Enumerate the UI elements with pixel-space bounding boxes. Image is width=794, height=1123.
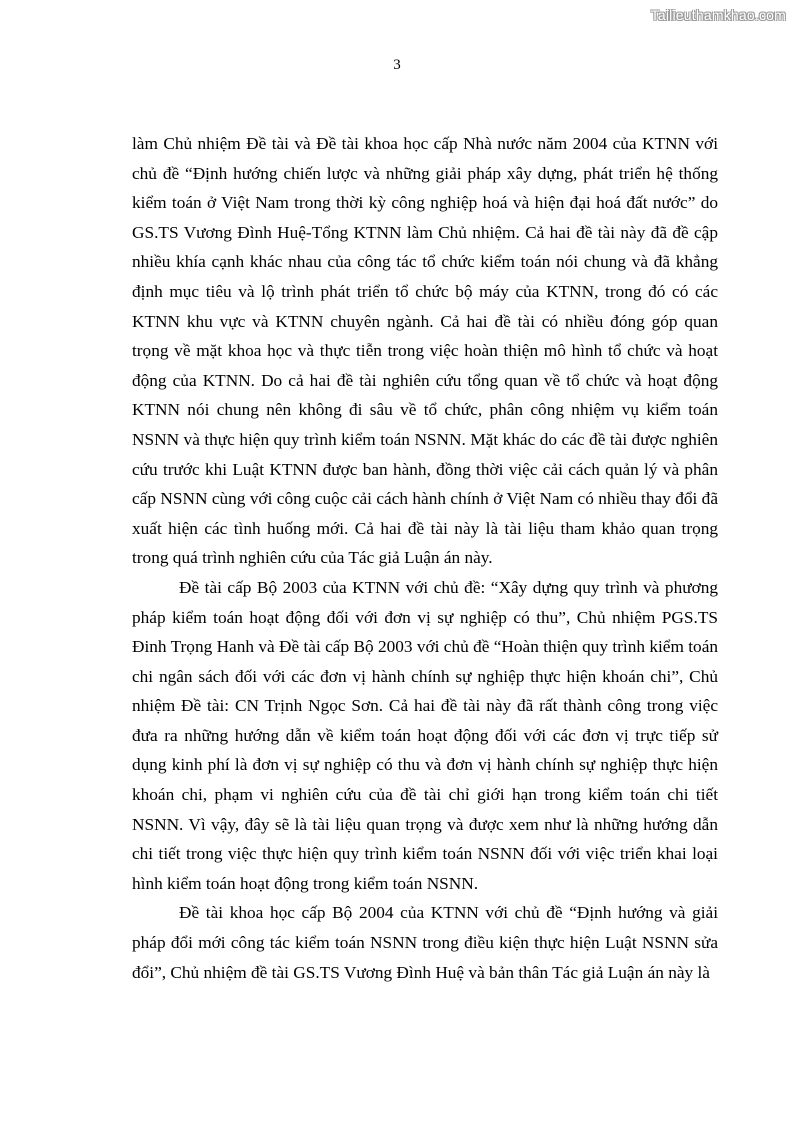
paragraph-3: Đề tài khoa học cấp Bộ 2004 của KTNN với chủ đề “Định hướng và giải pháp đổi mới công tác kiểm toán NSNN trong điều kiện thực hiện Luật NSNN sửa đổi”, Chủ nhiệm đề tài GS.TS Vương Đình Huệ và bản thân Tác giả Luận án này là [132,903,718,982]
paragraph-2: Đề tài cấp Bộ 2003 của KTNN với chủ đề: “Xây dựng quy trình và phương pháp kiểm toán hoạt động đối với đơn vị sự nghiệp có thu”, Chủ nhiệm PGS.TS Đinh Trọng Hanh và Đề tài cấp Bộ 2003 với chủ đề “Hoàn thiện quy trình kiểm toán chi ngân sách đối với các đơn vị hành chính sự nghiệp thực hiện khoán chi”, Chủ nhiệm Đề tài: CN Trịnh Ngọc Sơn. Cả hai đề tài này đã rất thành công trong việc đưa ra những hướng dẫn về kiểm toán hoạt động đối với các đơn vị trực tiếp sử dụng kinh phí là đơn vị sự nghiệp có thu và đơn vị hành chính sự nghiệp thực hiện khoán chi, phạm vi nghiên cứu của đề tài chỉ giới hạn trong kiểm toán chi tiết NSNN. Vì vậy, đây sẽ là tài liệu quan trọng và được xem như là những hướng dẫn chi tiết trong việc thực hiện quy trình kiểm toán NSNN đối với việc triển khai loại hình kiểm toán hoạt động trong kiểm toán NSNN. [132,577,718,893]
page-number: 3 [393,57,401,73]
paragraph-1: làm Chủ nhiệm Đề tài và Đề tài khoa học cấp Nhà nước năm 2004 của KTNN với chủ đề “Định hướng chiến lược và những giải pháp xây dựng, phát triển hệ thống kiểm toán ở Việt Nam trong thời kỳ công nghiệp hoá và hiện đại hoá đất nước” do GS.TS Vương Đình Huệ-Tổng KTNN làm Chủ nhiệm. Cả hai đề tài này đã đề cập nhiều khía cạnh khác nhau của công tác tổ chức kiểm toán nói chung và đã khẳng định mục tiêu và lộ trình phát triển tổ chức bộ máy của KTNN, trong đó có các KTNN khu vực và KTNN chuyên ngành. Cả hai đề tài có nhiều đóng góp quan trọng về mặt khoa học và thực tiễn trong việc hoàn thiện mô hình tổ chức và hoạt động của KTNN. Do cả hai đề tài nghiên cứu tổng quan về tổ chức và hoạt động KTNN nói chung nên không đi sâu về tổ chức, phân công nhiệm vụ kiểm toán NSNN và thực hiện quy trình kiểm toán NSNN. Mặt khác do các đề tài được nghiên cứu trước khi Luật KTNN được ban hành, đồng thời việc cải cách quản lý và phân cấp NSNN cùng với công cuộc cải cách hành chính ở Việt Nam có nhiều thay đổi đã xuất hiện các tình huống mới. Cả hai đề tài này là tài liệu tham khảo quan trọng trong quá trình nghiên cứu của Tác giả Luận án này. [132,134,718,568]
watermark: Tailieuthamkhao.com [650,7,786,23]
document-body [132,129,718,987]
